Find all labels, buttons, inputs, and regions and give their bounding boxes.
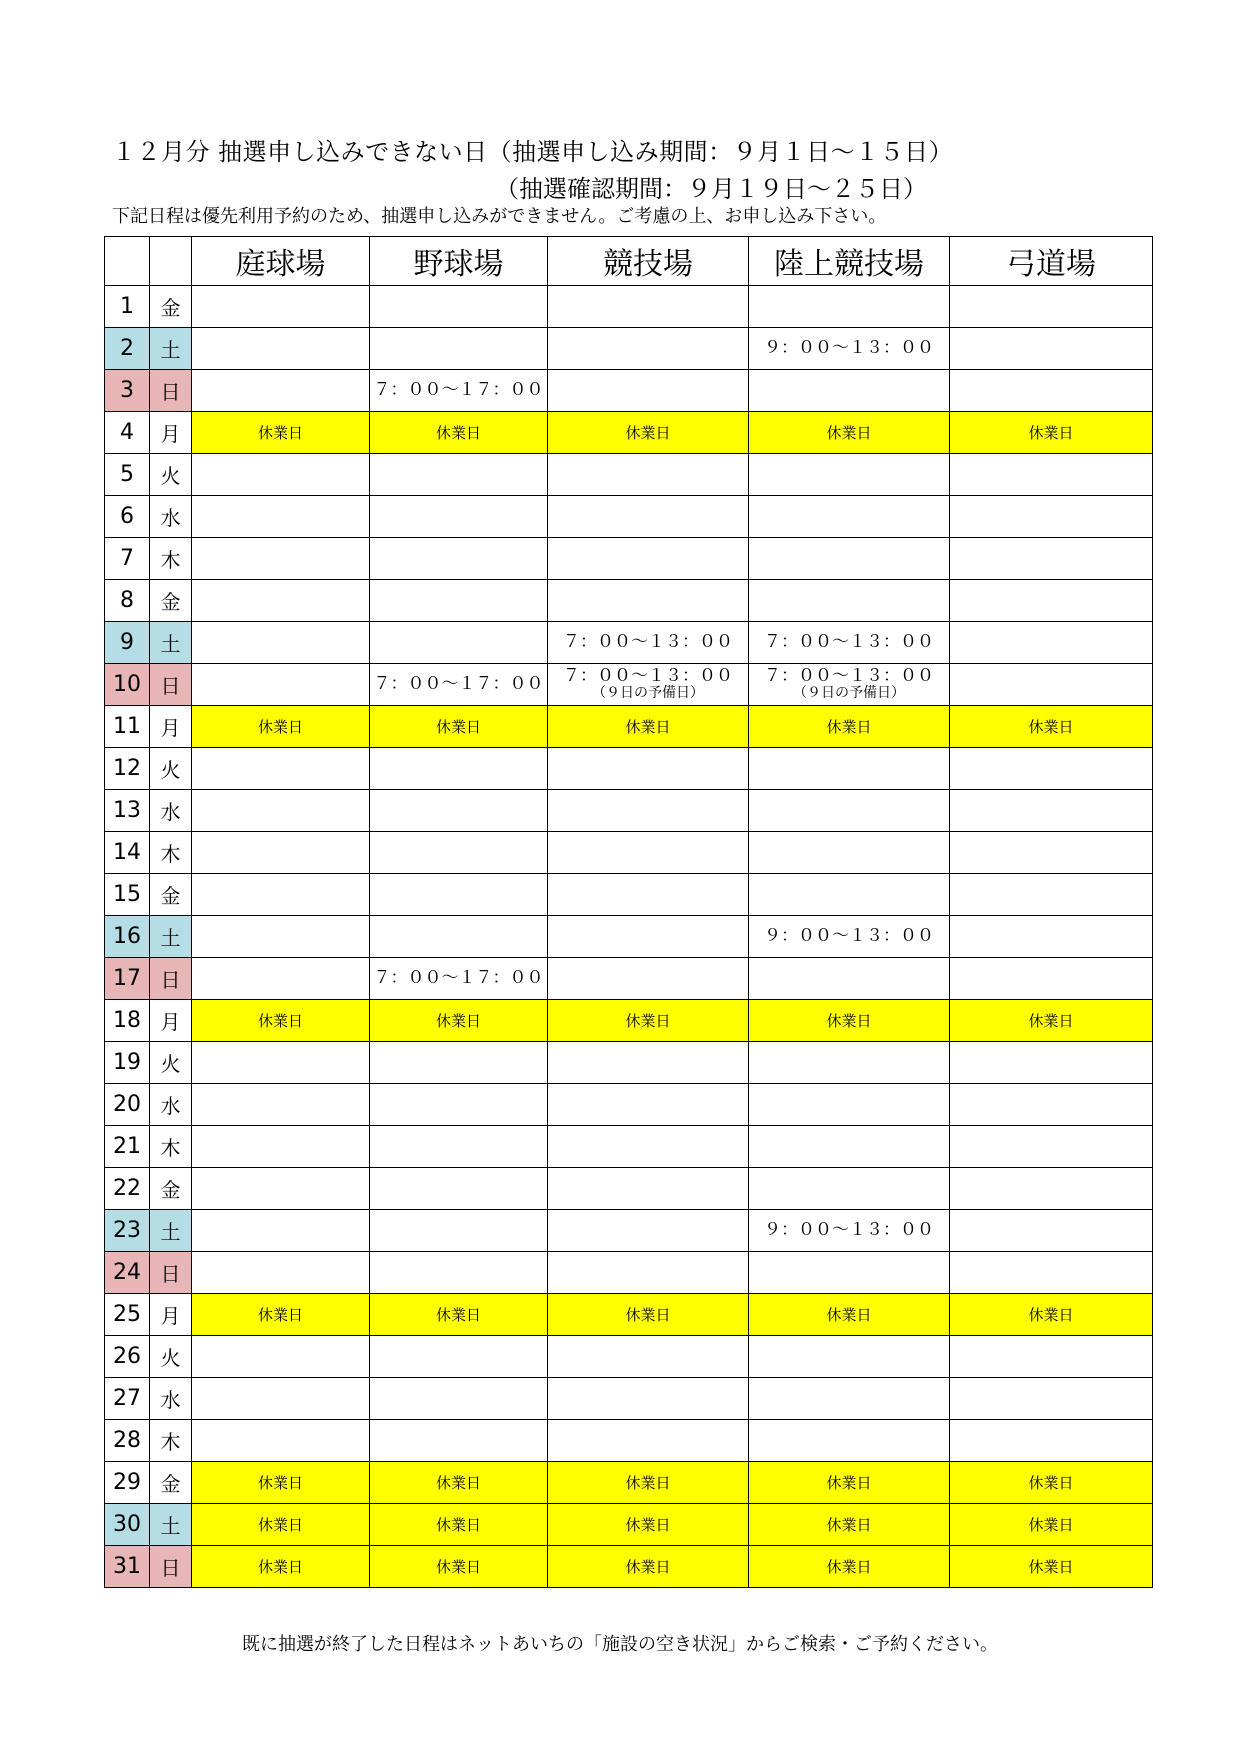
table-row bbox=[105, 748, 1153, 790]
weekday: 土 bbox=[150, 622, 192, 664]
day-number: 28 bbox=[105, 1420, 150, 1462]
table-row bbox=[105, 958, 1153, 1000]
schedule-cell bbox=[749, 1084, 950, 1126]
schedule-cell bbox=[749, 328, 950, 370]
schedule-cell bbox=[548, 622, 749, 664]
schedule-cell bbox=[749, 1252, 950, 1294]
schedule-cell bbox=[370, 664, 548, 706]
closed-cell: 休業日 bbox=[370, 412, 548, 454]
closed-cell: 休業日 bbox=[370, 1462, 548, 1504]
schedule-cell bbox=[749, 832, 950, 874]
schedule-cell bbox=[370, 1378, 548, 1420]
weekday: 金 bbox=[150, 286, 192, 328]
schedule-cell bbox=[370, 622, 548, 664]
schedule-cell bbox=[548, 958, 749, 1000]
table-row bbox=[105, 832, 1153, 874]
schedule-cell bbox=[192, 874, 370, 916]
weekday: 水 bbox=[150, 1084, 192, 1126]
weekday: 金 bbox=[150, 1462, 192, 1504]
day-number: 1 bbox=[105, 286, 150, 328]
schedule-cell bbox=[950, 454, 1153, 496]
weekday: 火 bbox=[150, 454, 192, 496]
schedule-cell bbox=[370, 832, 548, 874]
time-slot: ９：００～１３：００ bbox=[764, 338, 934, 358]
closed-cell: 休業日 bbox=[950, 706, 1153, 748]
schedule-cell bbox=[749, 958, 950, 1000]
day-number: 14 bbox=[105, 832, 150, 874]
schedule-cell bbox=[370, 1336, 548, 1378]
page-title: １２月分 抽選申し込みできない日（抽選申し込み期間：９月１日～１５日） bbox=[112, 138, 954, 166]
closed-cell: 休業日 bbox=[192, 1294, 370, 1336]
schedule-cell bbox=[950, 874, 1153, 916]
table-row bbox=[105, 1462, 1153, 1504]
table-row bbox=[105, 1252, 1153, 1294]
weekday: 金 bbox=[150, 874, 192, 916]
closed-cell: 休業日 bbox=[749, 1462, 950, 1504]
weekday: 土 bbox=[150, 1504, 192, 1546]
schedule-cell bbox=[370, 580, 548, 622]
schedule-cell bbox=[370, 1168, 548, 1210]
schedule-cell bbox=[370, 454, 548, 496]
schedule-cell bbox=[548, 538, 749, 580]
day-number: 24 bbox=[105, 1252, 150, 1294]
schedule-cell bbox=[749, 1378, 950, 1420]
schedule-cell bbox=[749, 286, 950, 328]
weekday: 日 bbox=[150, 370, 192, 412]
day-number: 5 bbox=[105, 454, 150, 496]
schedule-cell bbox=[950, 916, 1153, 958]
weekday: 金 bbox=[150, 1168, 192, 1210]
schedule-cell bbox=[192, 496, 370, 538]
weekday: 日 bbox=[150, 1546, 192, 1588]
schedule-cell bbox=[749, 664, 950, 706]
weekday: 日 bbox=[150, 664, 192, 706]
schedule-cell bbox=[548, 370, 749, 412]
schedule-cell bbox=[192, 1420, 370, 1462]
header-facility: 陸上競技場 bbox=[749, 237, 950, 286]
schedule-cell bbox=[370, 1420, 548, 1462]
schedule-cell bbox=[548, 1420, 749, 1462]
closed-cell: 休業日 bbox=[749, 1000, 950, 1042]
closed-cell: 休業日 bbox=[192, 412, 370, 454]
closed-cell: 休業日 bbox=[370, 706, 548, 748]
schedule-cell bbox=[950, 1420, 1153, 1462]
closed-cell: 休業日 bbox=[950, 1294, 1153, 1336]
table-row bbox=[105, 328, 1153, 370]
schedule-cell bbox=[950, 622, 1153, 664]
day-number: 31 bbox=[105, 1546, 150, 1588]
schedule-cell bbox=[192, 622, 370, 664]
day-number: 21 bbox=[105, 1126, 150, 1168]
day-number: 18 bbox=[105, 1000, 150, 1042]
day-number: 3 bbox=[105, 370, 150, 412]
closed-cell: 休業日 bbox=[192, 1462, 370, 1504]
weekday: 水 bbox=[150, 496, 192, 538]
schedule-cell bbox=[370, 370, 548, 412]
schedule-cell bbox=[950, 538, 1153, 580]
schedule-cell bbox=[370, 538, 548, 580]
schedule-cell bbox=[548, 286, 749, 328]
schedule-cell bbox=[950, 790, 1153, 832]
closed-cell: 休業日 bbox=[548, 412, 749, 454]
schedule-cell bbox=[950, 1210, 1153, 1252]
schedule-cell bbox=[749, 454, 950, 496]
schedule-cell bbox=[548, 328, 749, 370]
schedule-cell bbox=[548, 916, 749, 958]
weekday: 月 bbox=[150, 1294, 192, 1336]
schedule-cell bbox=[749, 1420, 950, 1462]
schedule-cell bbox=[192, 328, 370, 370]
closed-cell: 休業日 bbox=[749, 1504, 950, 1546]
notice-text: 下記日程は優先利用予約のため、抽選申し込みができません。ご考慮の上、お申し込み下さい。 bbox=[112, 206, 887, 227]
weekday: 日 bbox=[150, 958, 192, 1000]
schedule-cell bbox=[548, 832, 749, 874]
footer-note: 既に抽選が終了した日程はネットあいちの「施設の空き状況」からご検索・ご予約ください。 bbox=[242, 1634, 998, 1655]
schedule-body bbox=[105, 286, 1153, 1588]
closed-cell: 休業日 bbox=[192, 1000, 370, 1042]
day-number: 29 bbox=[105, 1462, 150, 1504]
schedule-cell bbox=[370, 874, 548, 916]
schedule-cell bbox=[749, 538, 950, 580]
table-row bbox=[105, 664, 1153, 706]
schedule-cell bbox=[749, 916, 950, 958]
closed-cell: 休業日 bbox=[370, 1546, 548, 1588]
time-slot: ７：００～１３：００ bbox=[764, 666, 934, 686]
schedule-cell bbox=[548, 1042, 749, 1084]
schedule-cell bbox=[548, 496, 749, 538]
table-row bbox=[105, 286, 1153, 328]
weekday: 木 bbox=[150, 832, 192, 874]
schedule-cell bbox=[192, 1378, 370, 1420]
schedule-cell bbox=[950, 1126, 1153, 1168]
weekday: 木 bbox=[150, 538, 192, 580]
header-facility: 庭球場 bbox=[192, 237, 370, 286]
time-slot: ７：００～１７：００ bbox=[373, 380, 544, 400]
schedule-cell bbox=[950, 328, 1153, 370]
schedule-cell bbox=[192, 1252, 370, 1294]
closed-cell: 休業日 bbox=[950, 1546, 1153, 1588]
day-number: 23 bbox=[105, 1210, 150, 1252]
schedule-cell bbox=[370, 286, 548, 328]
closed-cell: 休業日 bbox=[192, 1546, 370, 1588]
day-number: 25 bbox=[105, 1294, 150, 1336]
closed-cell: 休業日 bbox=[749, 1294, 950, 1336]
table-row bbox=[105, 790, 1153, 832]
schedule-cell bbox=[950, 1168, 1153, 1210]
schedule-cell bbox=[950, 1042, 1153, 1084]
schedule-cell bbox=[950, 748, 1153, 790]
weekday: 木 bbox=[150, 1126, 192, 1168]
schedule-cell bbox=[370, 958, 548, 1000]
schedule-cell bbox=[950, 1378, 1153, 1420]
schedule-cell bbox=[192, 454, 370, 496]
weekday: 火 bbox=[150, 1336, 192, 1378]
table-row bbox=[105, 454, 1153, 496]
schedule-cell bbox=[749, 1210, 950, 1252]
schedule-cell bbox=[548, 1378, 749, 1420]
schedule-cell bbox=[370, 748, 548, 790]
header-facility: 野球場 bbox=[370, 237, 548, 286]
day-number: 15 bbox=[105, 874, 150, 916]
table-row bbox=[105, 706, 1153, 748]
weekday: 木 bbox=[150, 1420, 192, 1462]
closed-cell: 休業日 bbox=[749, 412, 950, 454]
closed-cell: 休業日 bbox=[370, 1504, 548, 1546]
table-row bbox=[105, 1042, 1153, 1084]
header-day bbox=[105, 237, 150, 286]
day-number: 11 bbox=[105, 706, 150, 748]
closed-cell: 休業日 bbox=[950, 1504, 1153, 1546]
table-row bbox=[105, 622, 1153, 664]
weekday: 月 bbox=[150, 412, 192, 454]
schedule-cell bbox=[192, 832, 370, 874]
schedule-cell bbox=[749, 580, 950, 622]
schedule-cell bbox=[950, 370, 1153, 412]
day-number: 12 bbox=[105, 748, 150, 790]
day-number: 27 bbox=[105, 1378, 150, 1420]
schedule-cell bbox=[548, 1168, 749, 1210]
schedule-cell bbox=[192, 1084, 370, 1126]
day-number: 13 bbox=[105, 790, 150, 832]
header-weekday bbox=[150, 237, 192, 286]
table-row bbox=[105, 1210, 1153, 1252]
weekday: 土 bbox=[150, 1210, 192, 1252]
day-number: 6 bbox=[105, 496, 150, 538]
day-number: 2 bbox=[105, 328, 150, 370]
schedule-cell bbox=[950, 664, 1153, 706]
header-facility: 競技場 bbox=[548, 237, 749, 286]
time-slot: ７：００～１３：００ bbox=[764, 632, 934, 652]
time-slot: ７：００～１３：００ bbox=[563, 666, 733, 686]
confirmation-period: （抽選確認期間：９月１９日～２５日） bbox=[495, 175, 927, 203]
schedule-cell bbox=[192, 1126, 370, 1168]
schedule-cell bbox=[548, 1126, 749, 1168]
closed-cell: 休業日 bbox=[950, 1000, 1153, 1042]
closed-cell: 休業日 bbox=[950, 412, 1153, 454]
day-number: 9 bbox=[105, 622, 150, 664]
table-row bbox=[105, 874, 1153, 916]
closed-cell: 休業日 bbox=[192, 1504, 370, 1546]
weekday: 水 bbox=[150, 1378, 192, 1420]
schedule-cell bbox=[548, 1210, 749, 1252]
schedule-cell bbox=[749, 1126, 950, 1168]
schedule-cell bbox=[370, 916, 548, 958]
weekday: 月 bbox=[150, 1000, 192, 1042]
schedule-cell bbox=[370, 1042, 548, 1084]
table-row bbox=[105, 1546, 1153, 1588]
schedule-table bbox=[104, 236, 1153, 1588]
schedule-cell bbox=[370, 1084, 548, 1126]
time-slot: ９：００～１３：００ bbox=[764, 1220, 934, 1240]
schedule-cell bbox=[370, 1252, 548, 1294]
schedule-cell bbox=[548, 748, 749, 790]
closed-cell: 休業日 bbox=[548, 1000, 749, 1042]
schedule-cell bbox=[370, 496, 548, 538]
day-number: 16 bbox=[105, 916, 150, 958]
day-number: 19 bbox=[105, 1042, 150, 1084]
schedule-cell bbox=[192, 538, 370, 580]
table-row bbox=[105, 1084, 1153, 1126]
closed-cell: 休業日 bbox=[749, 706, 950, 748]
weekday: 水 bbox=[150, 790, 192, 832]
table-row bbox=[105, 580, 1153, 622]
schedule-cell bbox=[548, 580, 749, 622]
day-number: 4 bbox=[105, 412, 150, 454]
table-row bbox=[105, 1420, 1153, 1462]
schedule-cell bbox=[548, 1252, 749, 1294]
schedule-cell bbox=[192, 1042, 370, 1084]
schedule-cell bbox=[749, 1336, 950, 1378]
weekday: 火 bbox=[150, 748, 192, 790]
day-number: 30 bbox=[105, 1504, 150, 1546]
day-number: 7 bbox=[105, 538, 150, 580]
schedule-cell bbox=[192, 1168, 370, 1210]
table-row bbox=[105, 412, 1153, 454]
table-row bbox=[105, 1126, 1153, 1168]
schedule-cell bbox=[950, 286, 1153, 328]
schedule-cell bbox=[548, 1084, 749, 1126]
closed-cell: 休業日 bbox=[548, 1462, 749, 1504]
schedule-cell bbox=[192, 748, 370, 790]
table-row bbox=[105, 1378, 1153, 1420]
closed-cell: 休業日 bbox=[370, 1000, 548, 1042]
closed-cell: 休業日 bbox=[548, 706, 749, 748]
day-number: 20 bbox=[105, 1084, 150, 1126]
schedule-cell bbox=[192, 958, 370, 1000]
header-row bbox=[105, 237, 1153, 286]
schedule-cell bbox=[749, 1042, 950, 1084]
day-number: 10 bbox=[105, 664, 150, 706]
schedule-cell bbox=[192, 370, 370, 412]
schedule-cell bbox=[548, 454, 749, 496]
weekday: 土 bbox=[150, 328, 192, 370]
closed-cell: 休業日 bbox=[370, 1294, 548, 1336]
schedule-cell bbox=[749, 748, 950, 790]
table-row bbox=[105, 1336, 1153, 1378]
closed-cell: 休業日 bbox=[548, 1294, 749, 1336]
header-facility: 弓道場 bbox=[950, 237, 1153, 286]
closed-cell: 休業日 bbox=[749, 1546, 950, 1588]
closed-cell: 休業日 bbox=[950, 1462, 1153, 1504]
schedule-cell bbox=[950, 958, 1153, 1000]
table-row bbox=[105, 1504, 1153, 1546]
schedule-cell bbox=[950, 580, 1153, 622]
table-row bbox=[105, 1168, 1153, 1210]
table-row bbox=[105, 1294, 1153, 1336]
time-slot: ７：００～１３：００ bbox=[563, 632, 733, 652]
schedule-cell bbox=[950, 496, 1153, 538]
weekday: 金 bbox=[150, 580, 192, 622]
schedule-cell bbox=[192, 1210, 370, 1252]
schedule-cell bbox=[749, 370, 950, 412]
table-row bbox=[105, 916, 1153, 958]
schedule-cell bbox=[950, 832, 1153, 874]
schedule-cell bbox=[192, 286, 370, 328]
schedule-cell bbox=[749, 622, 950, 664]
schedule-cell bbox=[192, 790, 370, 832]
day-number: 26 bbox=[105, 1336, 150, 1378]
table-row bbox=[105, 1000, 1153, 1042]
closed-cell: 休業日 bbox=[548, 1504, 749, 1546]
weekday: 火 bbox=[150, 1042, 192, 1084]
weekday: 日 bbox=[150, 1252, 192, 1294]
schedule-cell bbox=[749, 1168, 950, 1210]
schedule-cell bbox=[749, 874, 950, 916]
schedule-cell bbox=[950, 1084, 1153, 1126]
schedule-cell bbox=[749, 790, 950, 832]
schedule-cell bbox=[749, 496, 950, 538]
schedule-cell bbox=[370, 1126, 548, 1168]
reserve-day-note: （９日の予備日） bbox=[793, 685, 905, 701]
time-slot: ７：００～１７：００ bbox=[373, 968, 544, 988]
schedule-cell bbox=[548, 664, 749, 706]
table-row bbox=[105, 370, 1153, 412]
schedule-cell bbox=[950, 1252, 1153, 1294]
weekday: 土 bbox=[150, 916, 192, 958]
schedule-cell bbox=[192, 580, 370, 622]
schedule-cell bbox=[192, 1336, 370, 1378]
closed-cell: 休業日 bbox=[192, 706, 370, 748]
schedule-cell bbox=[548, 874, 749, 916]
weekday: 月 bbox=[150, 706, 192, 748]
day-number: 17 bbox=[105, 958, 150, 1000]
table-row bbox=[105, 496, 1153, 538]
table-row bbox=[105, 538, 1153, 580]
time-slot: ７：００～１７：００ bbox=[373, 674, 544, 694]
schedule-cell bbox=[370, 790, 548, 832]
reserve-day-note: （９日の予備日） bbox=[592, 685, 704, 701]
schedule-cell bbox=[950, 1336, 1153, 1378]
day-number: 8 bbox=[105, 580, 150, 622]
schedule-cell bbox=[370, 328, 548, 370]
schedule-cell bbox=[370, 1210, 548, 1252]
schedule-cell bbox=[192, 916, 370, 958]
schedule-cell bbox=[548, 1336, 749, 1378]
day-number: 22 bbox=[105, 1168, 150, 1210]
closed-cell: 休業日 bbox=[548, 1546, 749, 1588]
schedule-cell bbox=[192, 664, 370, 706]
time-slot: ９：００～１３：００ bbox=[764, 926, 934, 946]
schedule-cell bbox=[548, 790, 749, 832]
